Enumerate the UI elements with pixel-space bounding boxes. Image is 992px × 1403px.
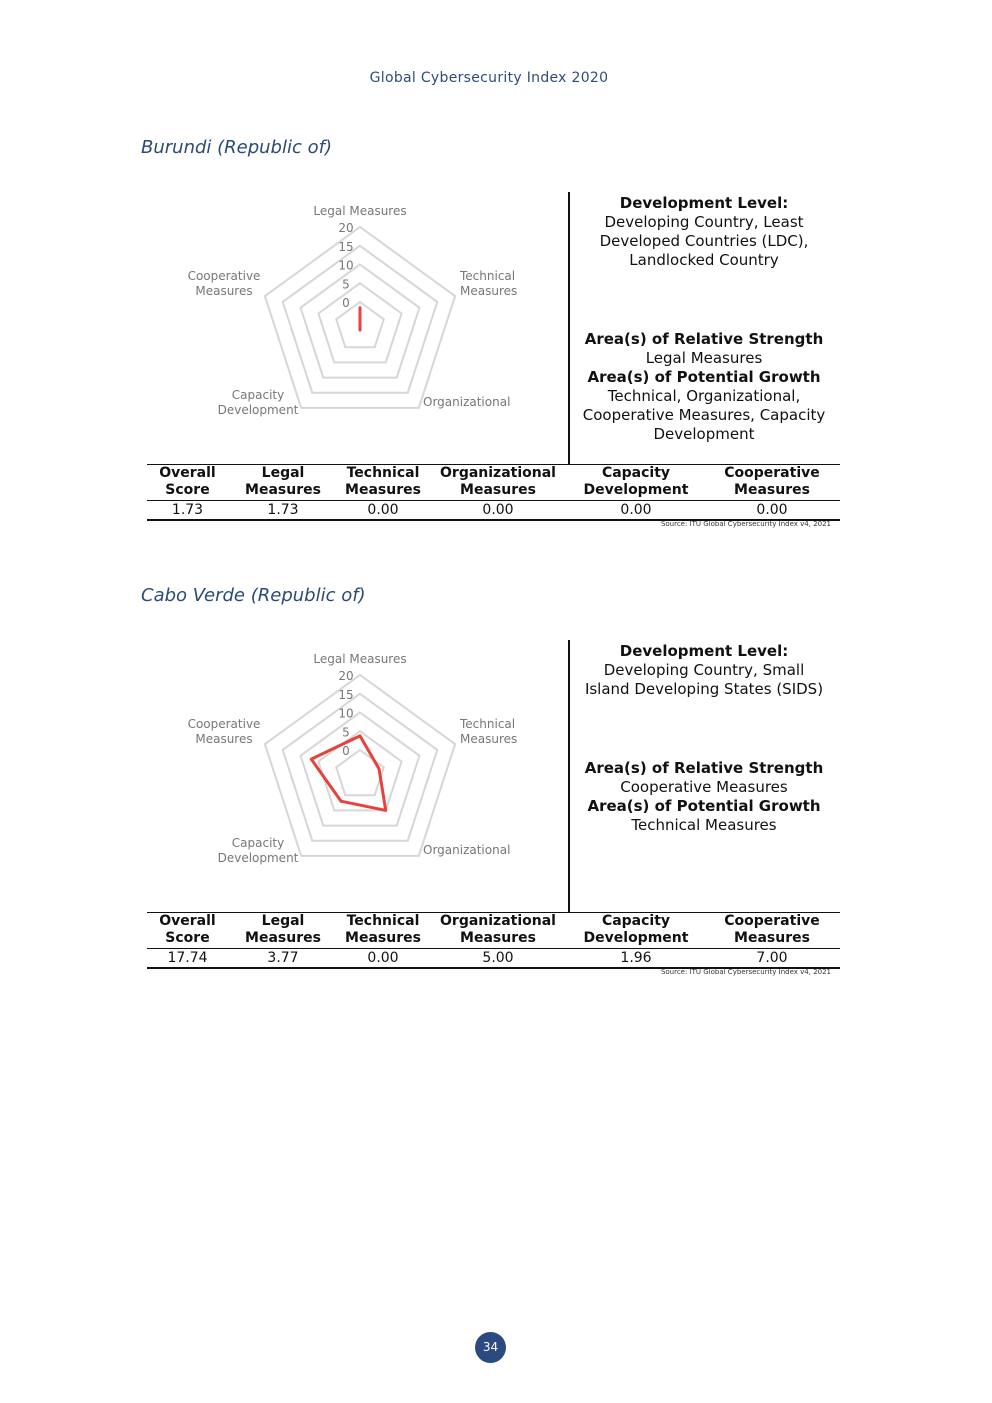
country-title: Cabo Verde (Republic of) [141, 585, 366, 606]
divider-line [568, 640, 570, 912]
header-capacity-development: Capacity Development [568, 913, 704, 949]
radar-axis-label: Measures [195, 732, 253, 746]
radar-axis-label: Organizational [423, 395, 511, 409]
radar-axis-label: Legal Measures [313, 652, 407, 666]
radar-grid-ring [265, 675, 455, 856]
radar-chart [170, 638, 550, 908]
value-organizational-measures: 0.00 [428, 501, 568, 521]
header-cooperative-measures: Cooperative Measures [704, 913, 840, 949]
country-title: Burundi (Republic of) [141, 137, 332, 158]
header-overall-score: Overall Score [147, 465, 228, 501]
radar-axis-label: Capacity [231, 836, 285, 850]
header-legal-measures: Legal Measures [228, 465, 338, 501]
value-legal-measures: 1.73 [228, 501, 338, 521]
radar-axis-label: Cooperative [187, 269, 261, 283]
development-level-label: Development Level: [619, 642, 789, 660]
table-row [147, 501, 840, 521]
radar-tick-label: 5 [342, 725, 350, 740]
table-header-row [147, 465, 840, 501]
value-organizational-measures: 5.00 [428, 949, 568, 969]
radar-chart [170, 190, 550, 460]
relative-strength-value: Cooperative Measures [620, 778, 788, 796]
scores-table [147, 464, 840, 521]
divider-line [568, 192, 570, 464]
table-header-row [147, 913, 840, 949]
value-technical-measures: 0.00 [338, 949, 428, 969]
value-technical-measures: 0.00 [338, 501, 428, 521]
development-level-value: Developing Country, Least Developed Countries (LDC), Landlocked Country [599, 213, 809, 269]
radar-grid-ring [283, 694, 438, 841]
value-capacity-development: 0.00 [568, 501, 704, 521]
header-cooperative-measures: Cooperative Measures [704, 465, 840, 501]
radar-tick-label: 15 [338, 687, 354, 702]
radar-grid-ring [318, 731, 401, 810]
relative-strength-label: Area(s) of Relative Strength [584, 759, 824, 777]
info-panel [580, 194, 828, 454]
header-organizational-measures: Organizational Measures [428, 465, 568, 501]
header-capacity-development: Capacity Development [568, 465, 704, 501]
radar-tick-label: 20 [338, 221, 354, 235]
page-number-badge: 34 [475, 1332, 506, 1363]
radar-tick-label: 10 [338, 258, 354, 273]
source-note: Source: ITU Global Cybersecurity Index v4, 2021 [660, 968, 831, 976]
info-panel [580, 642, 828, 902]
radar-tick-label: 0 [342, 296, 350, 310]
relative-strength-label: Area(s) of Relative Strength [584, 330, 824, 348]
development-level-label: Development Level: [619, 194, 789, 212]
radar-axis-label: Capacity [231, 388, 285, 402]
source-note: Source: ITU Global Cybersecurity Index v4, 2021 [660, 520, 831, 528]
radar-axis-label: Measures [195, 284, 253, 298]
value-capacity-development: 1.96 [568, 949, 704, 969]
header-organizational-measures: Organizational Measures [428, 913, 568, 949]
potential-growth-value: Technical, Organizational, Cooperative Measures, Capacity Development [582, 387, 826, 443]
radar-axis-label: Measures [460, 732, 518, 746]
value-overall-score: 17.74 [147, 949, 228, 969]
radar-axis-label: Organizational [423, 843, 511, 857]
relative-strength-value: Legal Measures [645, 349, 763, 367]
page-header-title: Global Cybersecurity Index 2020 [369, 70, 609, 86]
radar-axis-label: Measures [460, 284, 518, 298]
radar-axis-label: Technical [460, 269, 516, 283]
header-overall-score: Overall Score [147, 913, 228, 949]
radar-tick-label: 10 [338, 706, 354, 721]
radar-tick-label: 5 [342, 277, 350, 292]
radar-tick-label: 20 [338, 669, 354, 683]
radar-tick-label: 15 [338, 239, 354, 254]
header-legal-measures: Legal Measures [228, 913, 338, 949]
header-technical-measures: Technical Measures [338, 465, 428, 501]
radar-axis-label: Development [217, 851, 299, 865]
radar-axis-label: Development [217, 403, 299, 417]
table-row [147, 949, 840, 969]
potential-growth-value: Technical Measures [631, 816, 777, 834]
scores-table [147, 912, 840, 969]
radar-axis-label: Cooperative [187, 717, 261, 731]
potential-growth-label: Area(s) of Potential Growth [587, 797, 821, 815]
radar-tick-label: 0 [342, 744, 350, 758]
radar-axis-label: Technical [460, 717, 516, 731]
value-legal-measures: 3.77 [228, 949, 338, 969]
value-cooperative-measures: 0.00 [704, 501, 840, 521]
value-overall-score: 1.73 [147, 501, 228, 521]
potential-growth-label: Area(s) of Potential Growth [587, 368, 821, 386]
header-technical-measures: Technical Measures [338, 913, 428, 949]
value-cooperative-measures: 7.00 [704, 949, 840, 969]
development-level-value: Developing Country, Small Island Developing States (SIDS) [584, 661, 824, 698]
radar-axis-label: Legal Measures [313, 204, 407, 218]
